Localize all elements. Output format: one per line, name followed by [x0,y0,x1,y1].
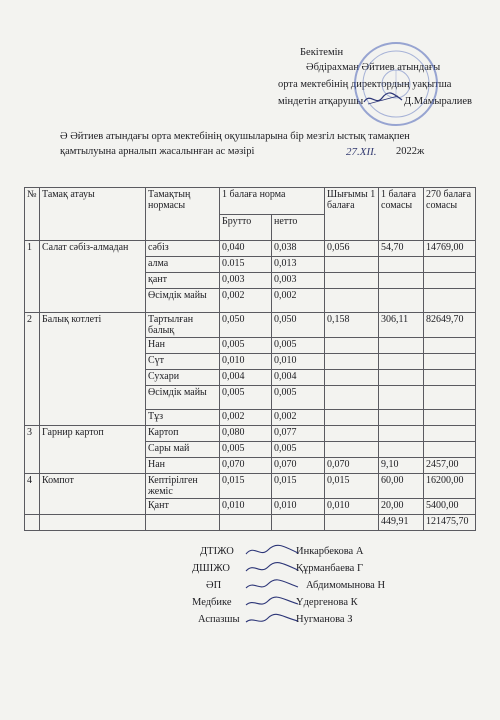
cell-gross: 0,015 [220,474,272,499]
cell-gross: 0,004 [220,370,272,386]
cell-empty [25,515,40,531]
cell-product: Нан [146,458,220,474]
menu-table [24,187,476,531]
cell-total [424,370,476,386]
cell-gross: 0,003 [220,273,272,289]
cell-net: 0,003 [272,273,325,289]
cell-total: 14769,00 [424,241,476,257]
signature-name: Құрманбаева Г [296,563,364,574]
cell-gross: 0,050 [220,313,272,338]
handwritten-signature [244,542,300,560]
cell-yield [325,442,379,458]
cell-total [424,386,476,410]
cell-total [424,338,476,354]
cell-total: 16200,00 [424,474,476,499]
cell-total: 5400,00 [424,499,476,515]
cell-yield: 0,070 [325,458,379,474]
cell-price: 306,11 [379,313,424,338]
cell-yield: 0,158 [325,313,379,338]
cell-total: 82649,70 [424,313,476,338]
cell-price [379,273,424,289]
cell-product: Картоп [146,426,220,442]
cell-yield [325,370,379,386]
cell-product: Өсімдік майы [146,289,220,313]
header-gross: Брутто [220,215,272,241]
cell-product: Қант [146,499,220,515]
cell-price [379,410,424,426]
cell-gross: 0,070 [220,458,272,474]
signature-name: Үдергенова К [296,597,358,608]
cell-product: алма [146,257,220,273]
cell-product: Кептірілген жеміс [146,474,220,499]
table-row [25,313,476,338]
handwritten-signature [244,559,300,577]
totals-price: 449,91 [379,515,424,531]
cell-gross: 0,010 [220,354,272,370]
cell-no: 3 [25,426,40,474]
table-row [25,426,476,442]
approval-line-1: Бекітемін [300,47,344,58]
cell-gross: 0,040 [220,241,272,257]
cell-net: 0,013 [272,257,325,273]
cell-yield [325,386,379,410]
cell-gross: 0,005 [220,386,272,410]
cell-gross: 0,080 [220,426,272,442]
cell-product: қант [146,273,220,289]
cell-total: 2457,00 [424,458,476,474]
header-per-child: 1 балаға норма [220,188,325,215]
cell-total [424,289,476,313]
signature-role: Медбике [192,597,232,608]
cell-yield [325,338,379,354]
cell-net: 0,050 [272,313,325,338]
cell-product: Өсімдік майы [146,386,220,410]
cell-net: 0,002 [272,289,325,313]
cell-food: Балық котлеті [40,313,146,426]
cell-yield: 0,056 [325,241,379,257]
signature-role: ДТІЖО [200,546,234,557]
cell-empty [40,515,146,531]
cell-net: 0,004 [272,370,325,386]
cell-net: 0,015 [272,474,325,499]
cell-yield: 0,015 [325,474,379,499]
cell-price [379,338,424,354]
cell-gross: 0,005 [220,442,272,458]
cell-empty [272,515,325,531]
approval-line-2: Әбдірахман Әйтиев атындағы [306,62,441,73]
director-signature [362,90,404,108]
cell-product: Тартылған балық [146,313,220,338]
cell-net: 0,002 [272,410,325,426]
approval-line-4-prefix: міндетін атқарушы [278,96,364,107]
cell-price: 20,00 [379,499,424,515]
cell-product: сәбіз [146,241,220,257]
cell-price [379,386,424,410]
cell-product: Сүт [146,354,220,370]
cell-net: 0,010 [272,354,325,370]
header-yield: Шығымы 1 балаға [325,188,379,241]
cell-gross: 0,002 [220,410,272,426]
cell-yield [325,354,379,370]
director-name: Д.Мамыралиев [404,96,472,107]
cell-product: Сары май [146,442,220,458]
header-food: Тамақ атауы [40,188,146,241]
cell-product: Сухари [146,370,220,386]
cell-price: 54,70 [379,241,424,257]
menu-title-line-1: Ә Әйтиев атындағы орта мектебінің оқушыларына бір мезгіл ыстық тамақпен [60,131,410,142]
cell-gross: 0,002 [220,289,272,313]
signature-name: Инкарбекова А [296,546,364,557]
header-net: нетто [272,215,325,241]
cell-no: 1 [25,241,40,313]
handwritten-signature [244,576,300,594]
table-row [25,474,476,499]
cell-total [424,410,476,426]
cell-net: 0,005 [272,442,325,458]
cell-total [424,257,476,273]
signature-name: Абдимомынова Н [306,580,386,591]
cell-empty [325,515,379,531]
cell-net: 0,010 [272,499,325,515]
cell-price: 60,00 [379,474,424,499]
school-stamp-seal [352,40,440,128]
cell-gross: 0,010 [220,499,272,515]
totals-total: 121475,70 [424,515,476,531]
header-price: 1 балаға сомасы [379,188,424,241]
cell-gross: 0,005 [220,338,272,354]
signature-role: Аспазшы [198,614,240,625]
cell-yield [325,289,379,313]
cell-net: 0,005 [272,386,325,410]
menu-title-line-2: қамтылуына арналып жасалынған ас мәзірі [60,146,255,157]
cell-price [379,442,424,458]
cell-price [379,289,424,313]
year: 2022ж [396,146,425,157]
cell-yield: 0,010 [325,499,379,515]
cell-food: Гарнир картоп [40,426,146,474]
handwritten-signature [244,610,300,628]
cell-net: 0,005 [272,338,325,354]
cell-net: 0,038 [272,241,325,257]
cell-total [424,354,476,370]
cell-net: 0,077 [272,426,325,442]
cell-price [379,257,424,273]
cell-no: 2 [25,313,40,426]
cell-yield [325,273,379,289]
cell-empty [220,515,272,531]
cell-total [424,442,476,458]
cell-price [379,370,424,386]
signature-name: Нугманова З [296,614,353,625]
cell-price: 9,10 [379,458,424,474]
handwritten-signature [244,593,300,611]
cell-food: Компот [40,474,146,515]
header-total: 270 балаға сомасы [424,188,476,241]
cell-price [379,426,424,442]
cell-food: Салат сәбіз-алмадан [40,241,146,313]
cell-gross: 0.015 [220,257,272,273]
cell-empty [146,515,220,531]
header-norm: Тамақтың нормасы [146,188,220,241]
handwritten-date: 27.XII. [346,146,377,158]
totals-row [25,515,476,531]
signature-role: ДШІЖО [192,563,230,574]
table-row [25,241,476,257]
cell-net: 0,070 [272,458,325,474]
cell-price [379,354,424,370]
approval-line-3: орта мектебінің директордың уақытша [278,79,452,90]
cell-yield [325,410,379,426]
cell-yield [325,426,379,442]
header-no: № [25,188,40,241]
cell-product: Тұз [146,410,220,426]
cell-product: Нан [146,338,220,354]
cell-no: 4 [25,474,40,515]
header-row [25,188,476,215]
cell-total [424,273,476,289]
cell-yield [325,257,379,273]
cell-total [424,426,476,442]
signature-role: ӘП [206,580,222,591]
